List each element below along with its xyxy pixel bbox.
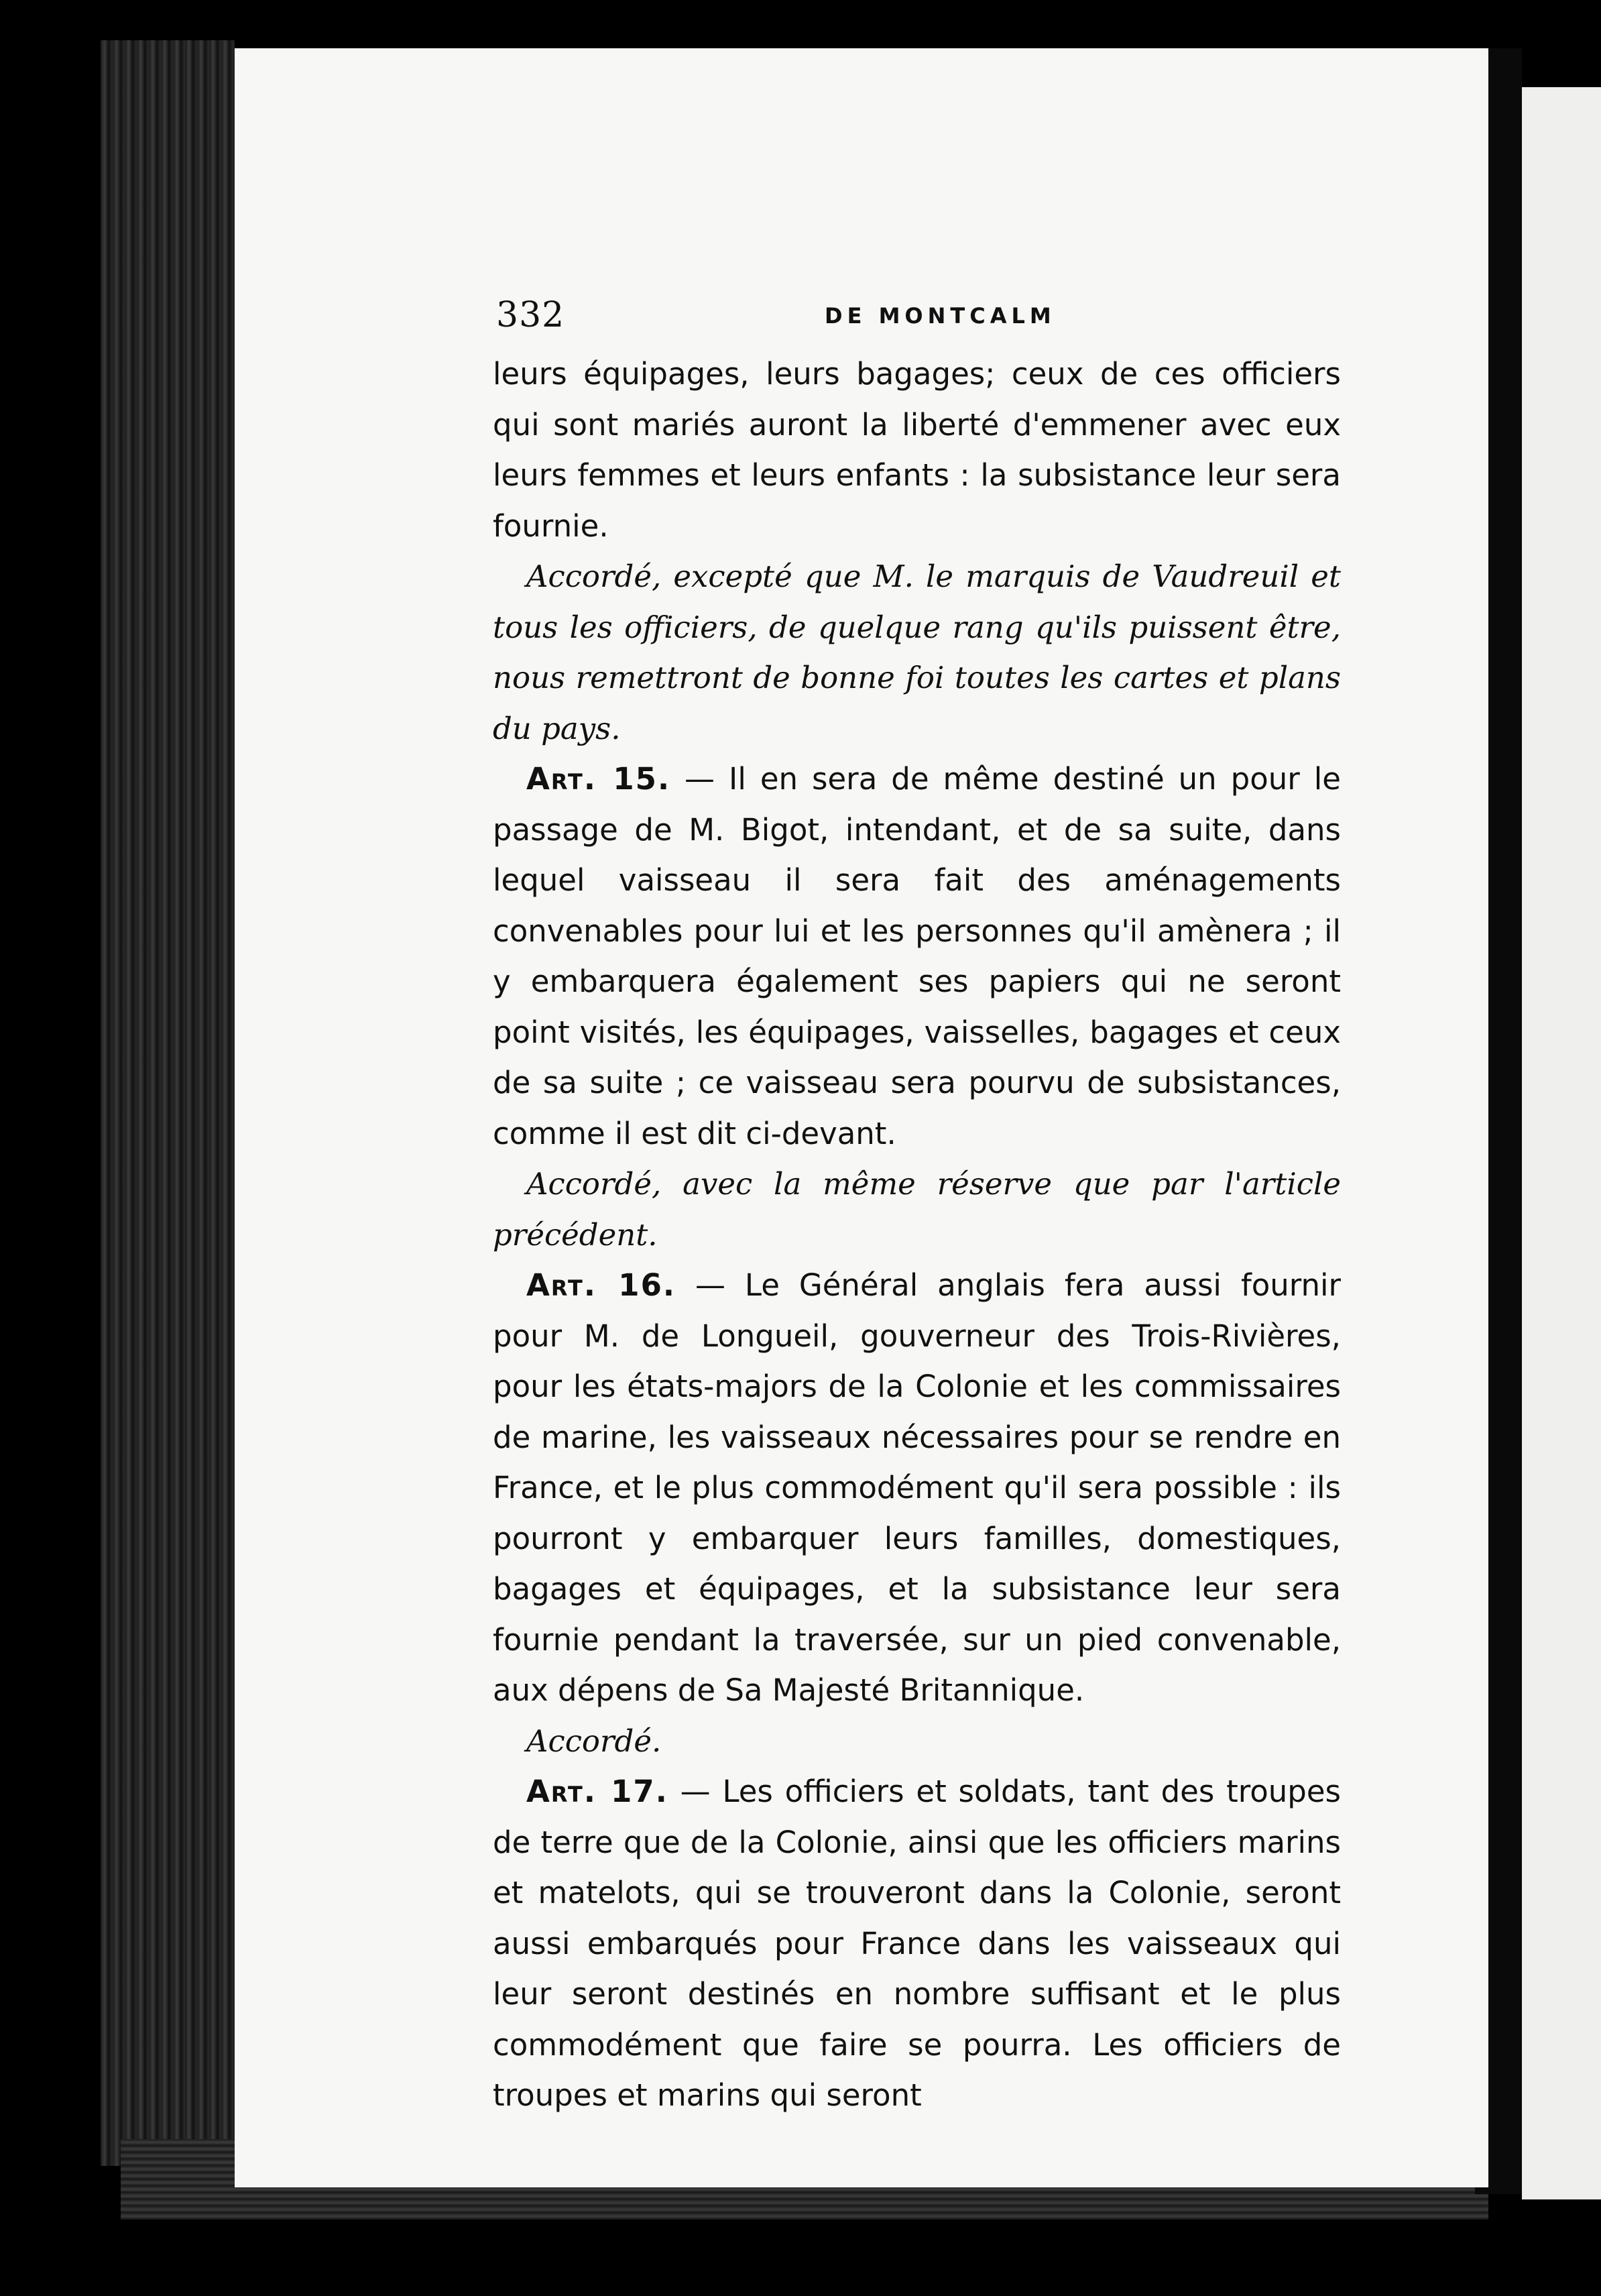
paragraph-article-15 xyxy=(493,754,1341,1159)
book-page-edges xyxy=(101,40,235,2166)
running-title: DE MONTCALM xyxy=(825,303,1056,329)
paragraph-reply-14: Accordé, excepté que M. le marquis de Vaudreuil et tous les officiers, de quelque rang qu'ils puissent être, nous remettront de bonne foi toutes les cartes et plans du pays. xyxy=(493,559,1341,746)
paragraph-article-16 xyxy=(493,1260,1341,1716)
article-text-16: — Le Général anglais fera aussi fournir pour M. de Longueil, gouverneur des Trois-Rivières, pour les états-majors de la Colonie et les commissaires de marine, les vaisseaux nécessaires pour se rendre en France, et le plus commodément qu'il sera possible : ils pourront y embarquer leurs familles, domestiques, bagages et équipages, et la subsistance leur sera fournie pendant la traversée, sur un pied convenable, aux dépens de Sa Majesté Britannique. xyxy=(493,1267,1341,1708)
paragraph-continuation: leurs équipages, leurs bagages; ceux de ces officiers qui sont mariés auront la liberté d'emmener avec eux leurs femmes et leurs enfants : la subsistance leur sera fournie. xyxy=(493,356,1341,544)
article-text-17: — Les officiers et soldats, tant des troupes de terre que de la Colonie, ainsi que les officiers marins et matelots, qui se trouveront dans la Colonie, seront aussi embarqués pour France dans les vaisseaux qui leur seront destinés en nombre suffisant et le plus commodément que faire se pourra. Les officiers de troupes et marins qui seront xyxy=(493,1774,1341,2113)
page-text xyxy=(493,349,1341,2121)
paragraph-article-17 xyxy=(493,1766,1341,2121)
article-text-15: — Il en sera de même destiné un pour le passage de M. Bigot, intendant, et de sa suite, dans lequel vaisseau il sera fait des aménagements convenables pour lui et les personnes qu'il amènera ; il y embarquera également ses papiers qui ne seront point visités, les équipages, vaisselles, bagages et ceux de sa suite ; ce vaisseau sera pourvu de subsistances, comme il est dit ci-devant. xyxy=(493,761,1341,1151)
article-label-16: Art. 16. xyxy=(526,1267,676,1303)
paragraph-reply-16: Accordé. xyxy=(526,1723,662,1759)
paragraph-reply-15: Accordé, avec la même réserve que par l'article précédent. xyxy=(493,1166,1341,1253)
facing-page-edge xyxy=(1522,87,1601,2199)
running-head xyxy=(496,295,1348,342)
article-label-15: Art. 15. xyxy=(526,761,671,797)
article-label-17: Art. 17. xyxy=(526,1774,668,1809)
page-number: 332 xyxy=(496,295,565,335)
